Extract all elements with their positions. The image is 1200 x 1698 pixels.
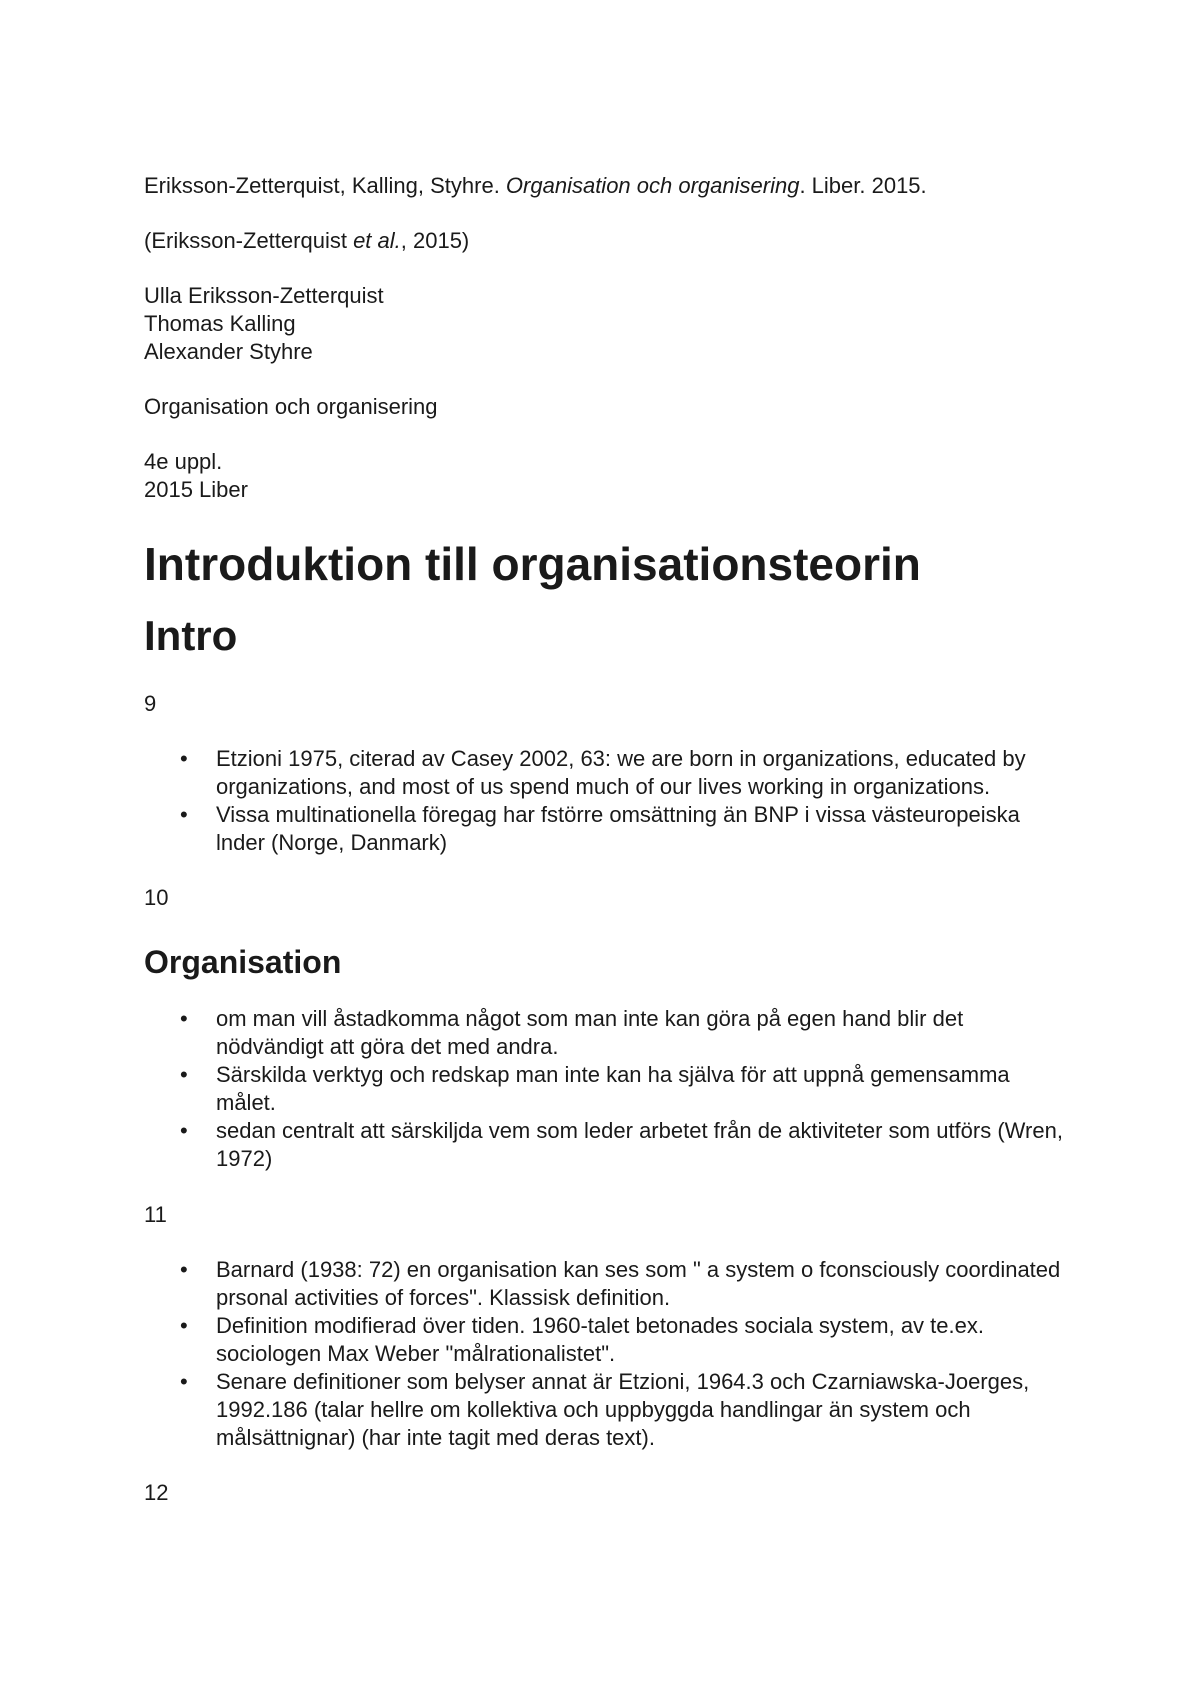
list-item-text: Vissa multinationella föregag har fstörre omsättning än BNP i vissa västeuropeiska lnder (Norge, Danmark) xyxy=(216,802,1020,855)
list-item xyxy=(180,801,1064,857)
organisation-bullet-list xyxy=(144,1005,1064,1173)
list-item-text: Särskilda verktyg och redskap man inte kan ha själva för att uppnå gemensamma målet. xyxy=(216,1062,1010,1115)
edition-line: 2015 Liber xyxy=(144,477,248,502)
list-item xyxy=(180,1256,1064,1312)
heading-organisation: Organisation xyxy=(144,944,342,980)
list-item xyxy=(180,1368,1064,1452)
document-page xyxy=(144,172,1064,1507)
author-name: Ulla Eriksson-Zetterquist xyxy=(144,283,384,308)
list-item xyxy=(180,1117,1064,1173)
intext-citation-etal: et al. xyxy=(353,228,401,253)
citation-title: Organisation och organisering xyxy=(505,173,800,198)
bullet-icon: • xyxy=(180,1313,188,1338)
definition-bullet-list xyxy=(144,1256,1064,1452)
citation xyxy=(144,172,1064,200)
bullet-icon: • xyxy=(180,1006,188,1031)
list-item xyxy=(180,1061,1064,1117)
list-item-text: Definition modifierad över tiden. 1960-talet betonades sociala system, av te.ex. sociologen Max Weber "målrationalistet". xyxy=(216,1313,984,1366)
page-number-9: 9 xyxy=(144,691,157,716)
page-number-11: 11 xyxy=(144,1202,167,1227)
list-item-text: Etzioni 1975, citerad av Casey 2002, 63: we are born in organizations, educated by organizations, and most of us spend much of our lives working in organizations. xyxy=(216,746,1026,799)
list-item-text: sedan centralt att särskiljda vem som leder arbetet från de aktiviteter som utförs (Wren, 1972) xyxy=(216,1118,1063,1171)
bullet-icon: • xyxy=(180,1257,188,1282)
list-item xyxy=(180,1005,1064,1061)
intext-citation xyxy=(144,227,1064,255)
bullet-icon: • xyxy=(180,802,188,827)
bullet-icon: • xyxy=(180,746,188,771)
intext-citation-before: (Eriksson-Zetterquist xyxy=(144,228,354,253)
author-name: Alexander Styhre xyxy=(144,339,313,364)
heading-main: Introduktion till organisationsteorin xyxy=(144,538,921,590)
intext-citation-after: , 2015) xyxy=(400,228,470,253)
heading-intro: Intro xyxy=(144,612,238,659)
edition-line: 4e uppl. xyxy=(144,449,223,474)
bullet-icon: • xyxy=(180,1118,188,1143)
bullet-icon: • xyxy=(180,1369,188,1394)
list-item xyxy=(180,1312,1064,1368)
list-item-text: Senare definitioner som belyser annat är Etzioni, 1964.3 och Czarniawska-Joerges, 1992.186 (talar hellre om kollektiva och uppbyggda handlingar än system och målsättnignar) (har inte tagit med deras text). xyxy=(216,1369,1030,1450)
author-name: Thomas Kalling xyxy=(144,311,296,336)
author-list xyxy=(144,282,1064,366)
list-item-text: Barnard (1938: 72) en organisation kan ses som " a system o fconsciously coordinated prsonal activities of forces". Klassisk definition. xyxy=(216,1257,1061,1310)
citation-authors: Eriksson-Zetterquist, Kalling, Styhre. xyxy=(144,173,506,198)
book-title: Organisation och organisering xyxy=(144,394,438,419)
edition-info xyxy=(144,448,1064,504)
page-number-10: 10 xyxy=(144,885,169,910)
list-item-text: om man vill åstadkomma något som man inte kan göra på egen hand blir det nödvändigt att göra det med andra. xyxy=(216,1006,964,1059)
page-number-12: 12 xyxy=(144,1480,169,1505)
intro-bullet-list xyxy=(144,745,1064,857)
citation-rest: . Liber. 2015. xyxy=(799,173,927,198)
bullet-icon: • xyxy=(180,1062,188,1087)
list-item xyxy=(180,745,1064,801)
